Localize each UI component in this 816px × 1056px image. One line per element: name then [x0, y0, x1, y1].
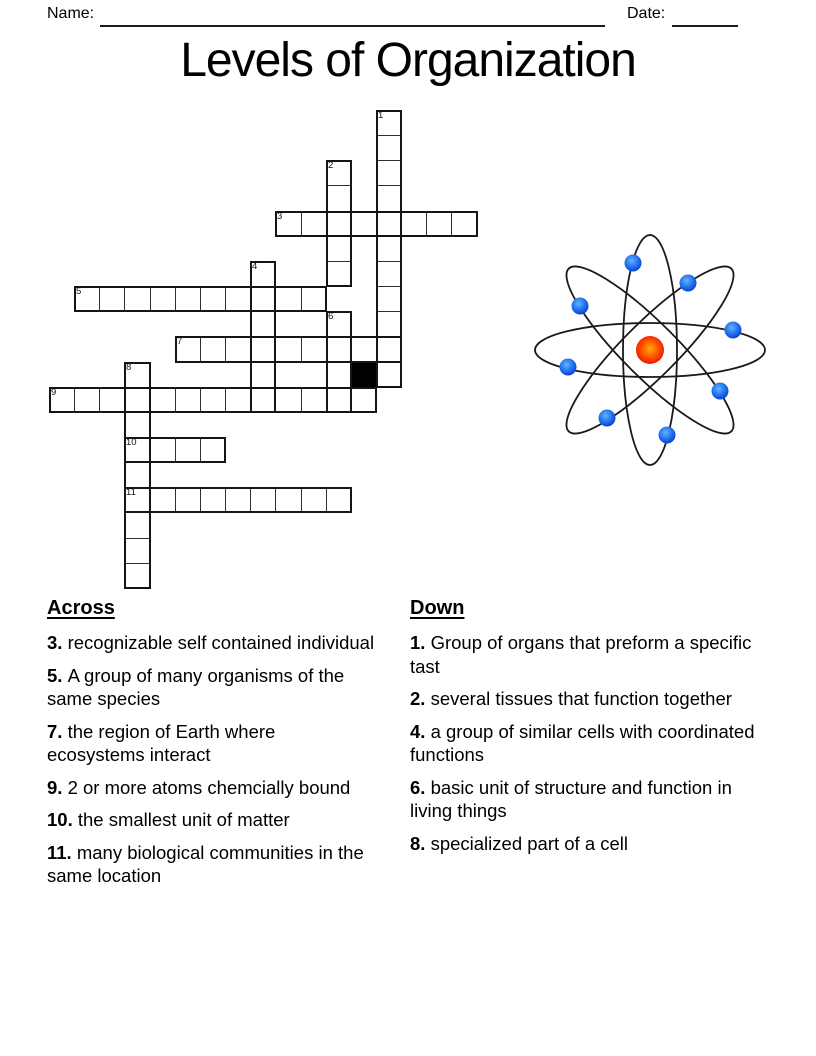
clue-text: many biological communities in the same location [47, 841, 364, 886]
crossword-cell[interactable] [326, 185, 352, 212]
crossword-cell[interactable] [124, 462, 151, 488]
crossword-cell[interactable] [200, 336, 226, 363]
clue-item [410, 776, 755, 823]
cell-number: 6 [328, 311, 334, 322]
crossword-cell[interactable] [301, 286, 327, 312]
cell-number: 7 [177, 336, 183, 347]
name-label: Name: [47, 5, 95, 22]
crossword-cell[interactable] [376, 261, 402, 287]
crossword-cell[interactable] [74, 286, 100, 312]
crossword-cell[interactable] [275, 487, 302, 513]
clue-item [47, 664, 377, 711]
clue-number: 7. [47, 720, 68, 742]
clue-number: 10. [47, 809, 78, 830]
crossword-cell[interactable] [301, 387, 327, 413]
clue-item [410, 631, 755, 678]
crossword-cell[interactable] [326, 211, 352, 237]
crossword-cell[interactable] [175, 336, 201, 363]
across-clues [47, 596, 377, 897]
date-fill-line[interactable] [672, 25, 738, 27]
crossword-cell[interactable] [250, 286, 276, 312]
across-heading: Across [47, 597, 115, 619]
crossword-cell[interactable] [150, 487, 176, 513]
crossword-cell[interactable] [225, 286, 251, 312]
clue-number: 5. [47, 664, 68, 686]
name-fill-line[interactable] [100, 25, 605, 27]
clue-number: 3. [47, 632, 68, 653]
down-heading: Down [410, 597, 465, 619]
crossword-cell[interactable] [250, 261, 276, 287]
crossword-cell[interactable] [275, 211, 302, 237]
crossword-cell[interactable] [99, 286, 125, 312]
crossword-cell[interactable] [250, 311, 276, 337]
crossword-cell[interactable] [376, 110, 402, 136]
crossword-cell[interactable] [326, 261, 352, 287]
crossword-cell[interactable] [124, 487, 151, 513]
crossword-cell[interactable] [376, 211, 402, 237]
crossword-cell[interactable] [326, 336, 352, 363]
crossword-cell[interactable] [451, 211, 478, 237]
cell-number: 5 [76, 286, 82, 297]
crossword-cell[interactable] [124, 563, 151, 589]
blocked-cell [351, 362, 377, 388]
clue-number: 8. [410, 832, 431, 854]
atom-illustration [520, 220, 780, 480]
crossword-cell[interactable] [376, 362, 402, 388]
crossword-cell[interactable] [200, 387, 226, 413]
crossword-cell[interactable] [326, 387, 352, 413]
crossword-cell[interactable] [124, 387, 151, 413]
clue-item [47, 841, 377, 888]
crossword-cell[interactable] [49, 387, 75, 413]
crossword-cell[interactable] [150, 286, 176, 312]
down-clue-list [410, 631, 755, 855]
clue-number: 11. [47, 841, 77, 863]
crossword-cell[interactable] [74, 387, 100, 413]
crossword-cell[interactable] [326, 487, 352, 513]
clue-item [47, 808, 377, 832]
clue-number: 4. [410, 720, 431, 742]
electron [712, 383, 729, 400]
crossword-cell[interactable] [150, 437, 176, 463]
electron [599, 410, 616, 427]
crossword-cell[interactable] [275, 286, 302, 312]
date-label: Date: [627, 5, 666, 22]
crossword-cell[interactable] [326, 311, 352, 337]
crossword-cell[interactable] [326, 362, 352, 388]
clue-number: 2. [410, 688, 431, 709]
crossword-cell[interactable] [124, 362, 151, 388]
crossword-cell[interactable] [376, 185, 402, 212]
crossword-cell[interactable] [376, 286, 402, 312]
electron [560, 359, 577, 376]
crossword-cell[interactable] [301, 336, 327, 363]
nucleus [636, 336, 664, 364]
cell-number: 10 [126, 437, 137, 448]
cell-number: 11 [126, 487, 136, 498]
crossword-cell[interactable] [326, 160, 352, 186]
crossword-cell[interactable] [99, 387, 125, 413]
cell-number: 2 [328, 160, 334, 171]
page-title: Levels of Organization [180, 34, 636, 87]
crossword-cell[interactable] [175, 286, 201, 312]
electron [680, 275, 697, 292]
clue-number: 6. [410, 776, 431, 798]
crossword-cell[interactable] [124, 286, 151, 312]
electron [572, 298, 589, 315]
crossword-cell[interactable] [426, 211, 452, 237]
clue-item [47, 631, 377, 655]
crossword-cell[interactable] [275, 336, 302, 363]
crossword-cell[interactable] [225, 387, 251, 413]
cell-number: 3 [277, 211, 283, 222]
crossword-cell[interactable] [250, 362, 276, 388]
crossword-cell[interactable] [376, 236, 402, 262]
electron [625, 255, 642, 272]
crossword-cell[interactable] [200, 437, 226, 463]
crossword-cell[interactable] [275, 387, 302, 413]
clue-text: several tissues that function together [430, 688, 732, 709]
cell-number: 4 [252, 261, 258, 272]
crossword-cell[interactable] [376, 160, 402, 186]
crossword-cell[interactable] [250, 387, 276, 413]
clue-text: the region of Earth where ecosystems interact [47, 720, 276, 765]
crossword-cell[interactable] [175, 437, 201, 463]
crossword-cell[interactable] [351, 387, 377, 413]
clue-text: specialized part of a cell [430, 832, 629, 854]
crossword-cell[interactable] [250, 336, 276, 363]
crossword-cell[interactable] [150, 387, 176, 413]
cell-number: 9 [51, 387, 57, 398]
crossword-cell[interactable] [124, 512, 151, 539]
clue-number: 1. [410, 632, 431, 653]
crossword-cell[interactable] [376, 336, 402, 363]
crossword-cell[interactable] [124, 412, 151, 438]
crossword-cell[interactable] [225, 336, 251, 363]
crossword-cell[interactable] [301, 487, 327, 513]
crossword-cell[interactable] [351, 211, 377, 237]
electron [725, 322, 742, 339]
clue-text: basic unit of structure and function in living things [410, 776, 732, 821]
crossword-cell[interactable] [124, 538, 151, 564]
clue-text: recognizable self contained individual [67, 632, 375, 653]
clue-item [47, 776, 377, 800]
crossword-cell[interactable] [301, 211, 327, 237]
crossword-cell[interactable] [200, 286, 226, 312]
clue-item [410, 687, 755, 711]
crossword-cell[interactable] [376, 311, 402, 337]
clue-text: Group of organs that preform a specific tast [410, 632, 752, 677]
crossword-cell[interactable] [376, 135, 402, 161]
clue-number: 9. [47, 776, 68, 798]
crossword-cell[interactable] [175, 487, 201, 513]
down-clues [410, 596, 755, 864]
clue-text: the smallest unit of matter [77, 809, 290, 830]
clue-item [410, 720, 755, 767]
crossword-cell[interactable] [401, 211, 427, 237]
crossword-cell[interactable] [124, 437, 151, 463]
crossword-cell[interactable] [250, 487, 276, 513]
crossword-cell[interactable] [225, 487, 251, 513]
crossword-cell[interactable] [200, 487, 226, 513]
crossword-cell[interactable] [326, 236, 352, 262]
cell-number: 1 [378, 110, 384, 121]
crossword-cell[interactable] [175, 387, 201, 413]
cell-number: 8 [126, 362, 132, 373]
crossword-cell[interactable] [351, 336, 377, 363]
clue-text: 2 or more atoms chemcially bound [67, 776, 351, 798]
electron [659, 427, 676, 444]
across-clue-list [47, 631, 377, 888]
clue-item [410, 832, 755, 856]
clue-text: a group of similar cells with coordinated functions [410, 720, 755, 765]
clue-text: A group of many organisms of the same species [47, 664, 345, 709]
clue-item [47, 720, 377, 767]
